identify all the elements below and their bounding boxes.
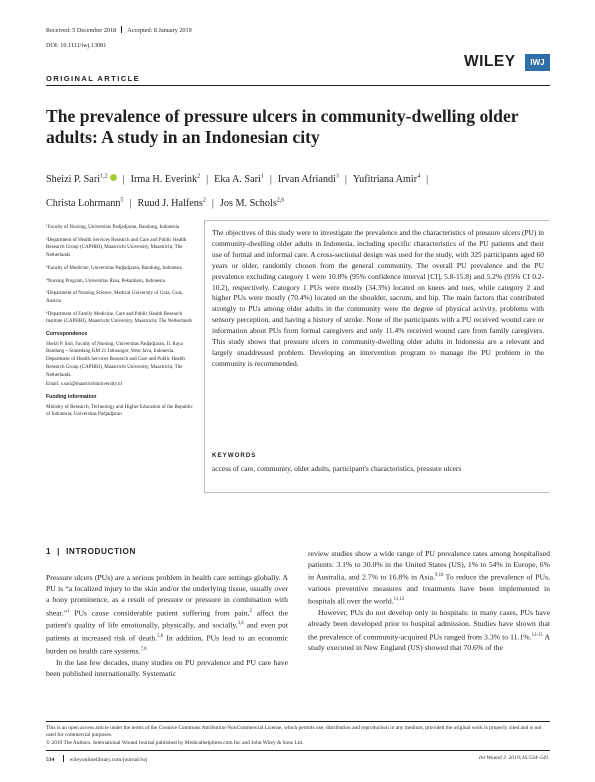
journal-url[interactable]: wileyonlinelibrary.com/journal/iwj [69,757,148,763]
page-number: 534 [46,757,55,763]
copyright-text: © 2019 The Authors. International Wound Journal published by Medicalhelplines.com Inc and John Wiley & Sons Ltd. [46,739,304,746]
author[interactable]: Yufitriana Amir$^4$ [352,174,421,186]
footer-divider [46,721,550,722]
author[interactable]: Irma H. Everink$^2$ [130,174,201,186]
paragraph: In the last few decades, many studies on PU prevalence and PU care have been published internationally. Systematic [46,657,288,678]
affiliation: ²Department of Health Services Research and Care and Public Health Research Group (CAPHRI), Maastricht University, Maastricht, The Netherlands [46,236,187,259]
author[interactable]: Ruud J. Halfens$^2$ [137,197,206,209]
correspondence-text: Sheizi P. Sari, Faculty of Nursing, Universitas Padjadjaran, Jl. Raya Bandung – Sumedang KM 21 Jatinangor, West Java, Indonesia. Department of Health Services Research and Care and Public Health Research Group (CAPHRI), Maastricht University, Maastricht, The Netherlands. [46,340,185,378]
section-number: 1 [46,547,52,556]
footer-divider [46,750,550,751]
body-column-left [46,572,288,679]
affiliation: ⁶Department of Family Medicine, Care and Public Health Research Institute (CAPHRI), Maastricht University, Maastricht, The Netherlands [46,310,193,325]
affiliations-column [46,224,194,424]
publisher-logo: WILEY [464,53,516,70]
article-title: The prevalence of pressure ulcers in community-dwelling older adults: A study in an Indonesian city [46,106,519,147]
paragraph: Pressure ulcers (PUs) are a serious problem in health care settings globally. A PU is “a localized injury to the skin and/or the underlying tissue, usually over a bony prominence, as a result of pressure or pressure in combination with shear.”$^1$ PUs cause considerable patient suffering from pain,$^2$ affect the patient's quality of life emotionally, physically, and socially,$^{3,4}$ and even put patients at increased risk of death.$^{5,6}$ In addition, PUs lead to an economic burden on health care systems.$^{7,8}$ [46,573,289,656]
affiliation: ¹Faculty of Nursing, Universitas Padjadjaran, Bandung, Indonesia [46,224,180,230]
author[interactable]: Christa Lohrmann$^5$ [46,197,124,209]
author[interactable]: Jos M. Schols$^{2,6}$ [219,197,285,209]
funding-text: Ministry of Research, Technology and Higher Education of the Republic of Indonesia; Universitas Padjadjaran [46,403,193,418]
paragraph: review studies show a wide range of PU prevalence rates among hospitalised patients: 3.1% to 30.0% in the United States (US), 1% to 54% in Europe, 6% in Australia, and 2.7% to 16.8% in Asia.$^{9,10}$ To reduce the prevalence of PUs, various preventive measures and treatments have been implemented in hospitals all over the world.$^{11,12}$ [308,549,550,606]
license-text: This is an open access article under the terms of the Creative Commons Attribution-NonCommercial License, which permits use, distribution and reproduction in any medium, provided the original work is properly cited and is not used for commercial purposes. [46,725,542,739]
keywords: access of care, community, older adults, participant's characteristics, pressure ulcers [212,464,462,473]
affiliation: ⁴Nursing Program, Universitas Riau, Pekanbaru, Indonesia [46,277,165,284]
received-date: Received: 5 December 2018 [46,27,117,34]
abstract: The objectives of this study were to investigate the prevalence and the characteristics of pressure ulcers (PU) in community-dwelling older adults in Indonesia, including specific characteristics of the PU patients and their use of formal and informal care. A cross-sectional design was used for the study, with 325 participants aged 60 years or older, randomly chosen from the general community. The overall PU prevalence and the PU prevalence excluding category 1 were 10.8% (95% confidence interval [CI], 5.8-15.8) and 5.2% (95% CI 0.2-10.2), respectively. Category 1 PUs were mostly (34.3%) located on knees and toes, while category 2 and higher PUs were mostly (70.4%) located on the shoulder, sacrum, and hip. The main factors that contributed strongly to PUs among older adults in the community were the degree of physical activity, problems with sensory perception, and having a history of stroke. None of the participants with a PU received wound care or information about PUs from formal caregivers and only 11.4% received wound care from family caregivers. This study shows that pressure ulcers in community-dwelling older adults in Indonesia are a relevant and largely unaddressed problem. Developing an intervention program to manage the PU problem in the community is recommended. [212,228,544,368]
section-title: INTRODUCTION [66,547,137,556]
header-divider [46,85,550,86]
doi[interactable]: DOI: 10.1111/iwj.13081 [46,42,107,49]
correspondence-email[interactable]: Email: s.sari@maastrichtuniversity.nl [46,381,122,388]
license-notice [46,725,550,747]
author-list: Sheizi P. Sari$^{1,2}$ | Irma H. Everink$^2$ | Eka A. Sari$^1$ | Irvan Afriandi$^3$ | Yufitriana Amir$^4$ | Christa Lohrmann$^5$ | Ruud J. Halfens$^2$ | Jos M. Schols$^{2,6}$ [46,174,429,209]
author[interactable]: Irvan Afriandi$^3$ [277,174,339,186]
page-footer [46,755,550,763]
paragraph: However, PUs do not develop only in hospitals: in many cases, PUs have already been developed prior to hospital admission. Studies have shown that the prevalence of community-acquired PUs ranged from 3.3% to 11.1%.$^{13-15}$ A study executed in New England (US) showed that 70.6% of the [308,608,550,653]
correspondence-heading: Correspondence [46,331,88,338]
journal-citation: Int Wound J. 2019;16:534–541. [478,755,550,761]
affiliation: ³Faculty of Medicine, Universitas Padjadjaran, Bandung, Indonesia [46,264,182,271]
orcid-icon[interactable] [110,174,117,181]
divider [121,26,122,33]
article-type: ORIGINAL ARTICLE [46,74,141,83]
divider [63,755,64,762]
funding-heading: Funding information [46,393,97,400]
affiliation: ⁵Department of Nursing Science, Medical University of Graz, Graz, Austria [46,290,184,304]
section-heading: 1 | INTRODUCTION [46,547,137,556]
keywords-heading: KEYWORDS [212,452,257,459]
accepted-date: Accepted: 8 January 2019 [127,27,192,34]
author[interactable]: Eka A. Sari$^1$ [214,174,264,186]
journal-badge: IWJ [525,54,550,71]
author[interactable]: Sheizi P. Sari$^{1,2}$ [46,174,117,185]
body-column-right [308,548,550,654]
received-accepted-dates [46,26,192,34]
